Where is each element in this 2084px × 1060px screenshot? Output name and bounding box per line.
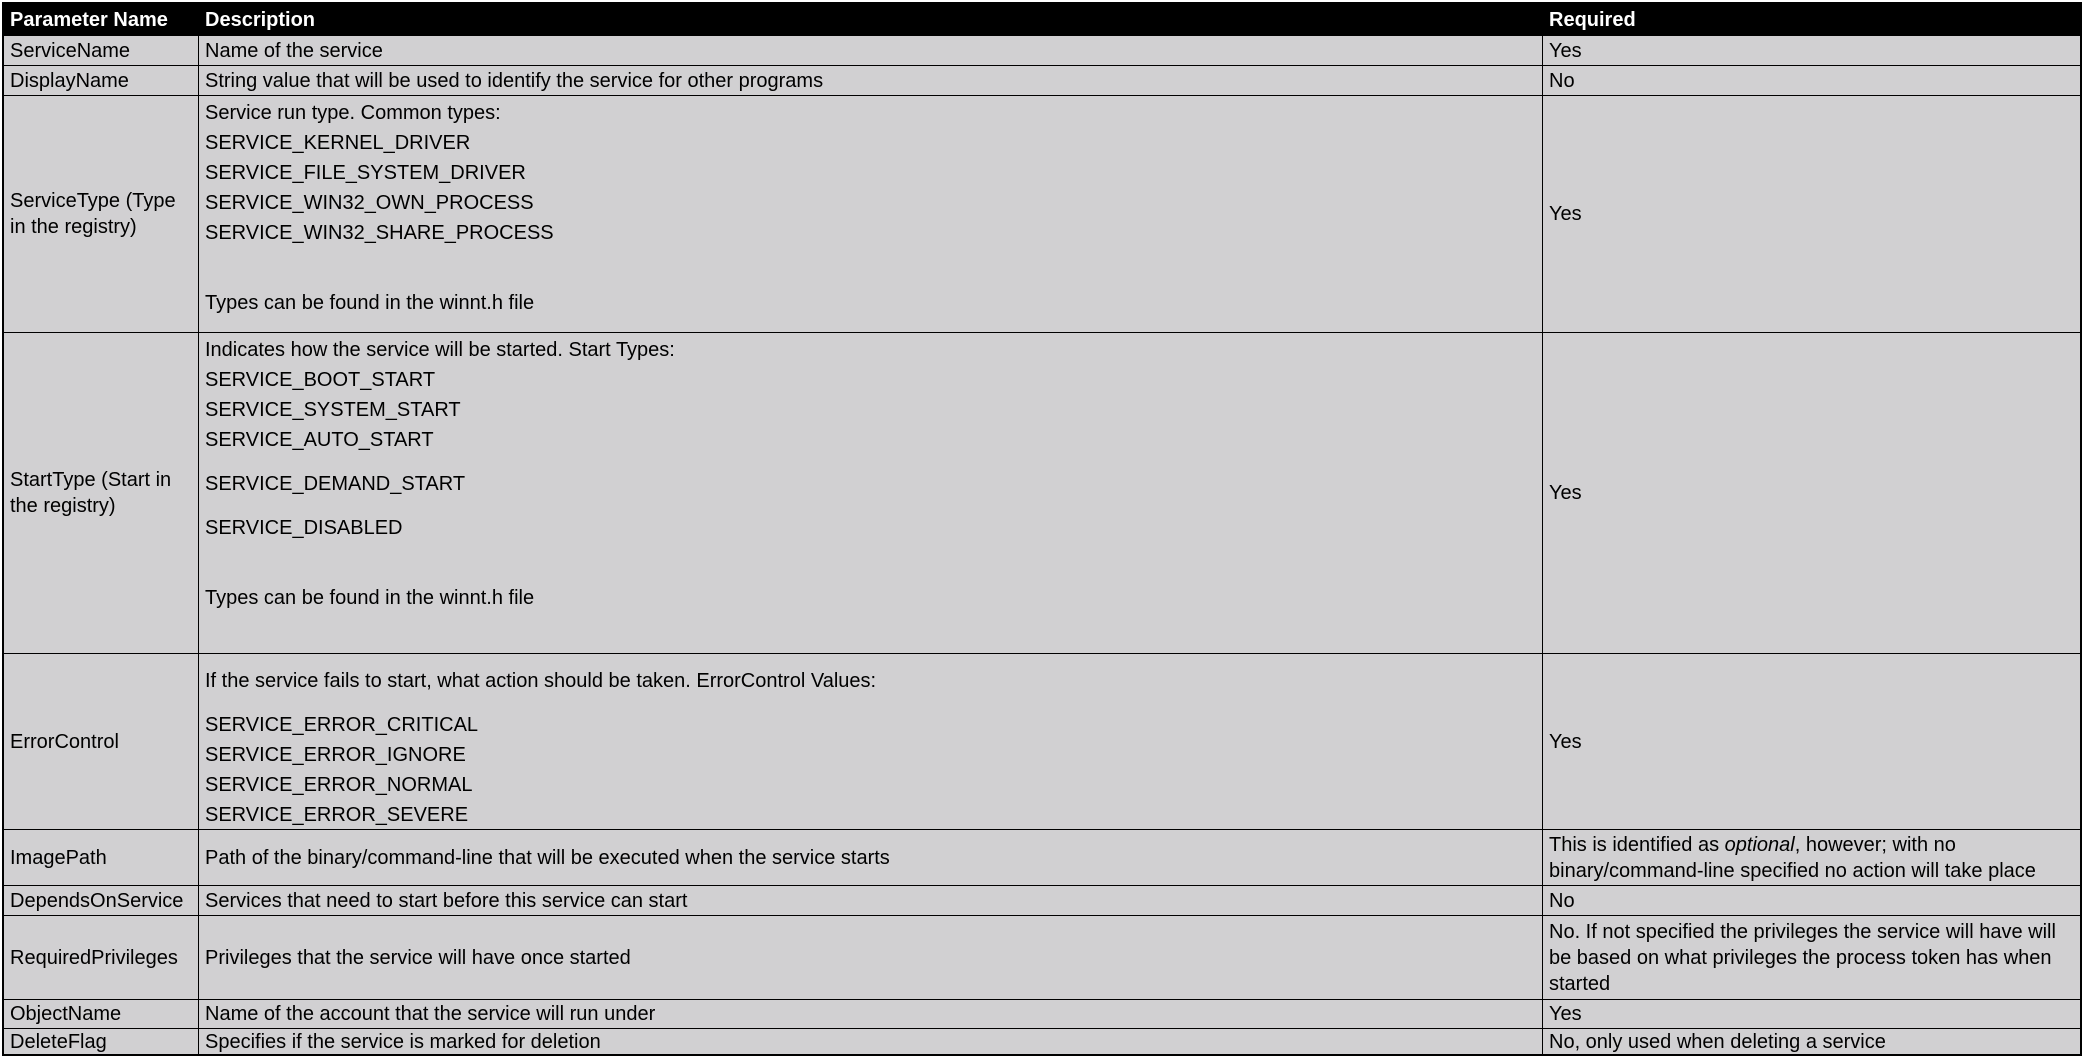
table-row xyxy=(4,654,2080,830)
parameter-name-cell: ObjectName xyxy=(4,1000,199,1028)
type-value: SERVICE_DEMAND_START xyxy=(205,473,466,495)
header-required: Required xyxy=(1549,8,1636,31)
service-parameters-table xyxy=(2,2,2082,1056)
description-cell xyxy=(199,654,1543,829)
table-row xyxy=(4,96,2080,333)
description-cell: Services that need to start before this service can start xyxy=(199,886,1543,915)
parameter-name-cell: ErrorControl xyxy=(4,654,199,829)
required-text: This is identified as xyxy=(1549,833,1725,856)
required-cell: Yes xyxy=(1549,39,1582,62)
description-cell: Specifies if the service is marked for deletion xyxy=(199,1029,1543,1054)
required-cell: Yes xyxy=(1549,1003,1582,1025)
description-cell: Path of the binary/command-line that will be executed when the service starts xyxy=(199,830,1543,885)
parameter-name-cell: DeleteFlag xyxy=(4,1029,199,1054)
parameter-name-cell: DependsOnService xyxy=(4,886,199,915)
description-cell: Privileges that the service will have once started xyxy=(199,916,1543,999)
description-note: Types can be found in the winnt.h file xyxy=(205,292,535,314)
parameter-name-cell: StartType (Start in the registry) xyxy=(4,333,199,653)
table-row xyxy=(4,1029,2080,1054)
required-cell: Yes xyxy=(1549,203,1582,225)
description-note: Types can be found in the winnt.h file xyxy=(205,587,535,609)
description-intro: Service run type. Common types: xyxy=(205,102,501,124)
parameter-name-cell: DisplayName xyxy=(4,66,199,95)
required-cell: No. If not specified the privileges the service will have will be based on what privileges the process token has when started xyxy=(1549,920,2056,995)
type-value: SERVICE_WIN32_SHARE_PROCESS xyxy=(205,222,554,244)
required-cell: No xyxy=(1549,69,1575,92)
table-row xyxy=(4,1000,2080,1029)
parameter-name-cell: RequiredPrivileges xyxy=(4,916,199,999)
required-cell: No xyxy=(1549,889,1575,912)
type-value: SERVICE_DISABLED xyxy=(205,517,403,539)
description-cell xyxy=(199,96,1543,332)
type-value: SERVICE_BOOT_START xyxy=(205,369,436,391)
required-cell: Yes xyxy=(1549,482,1582,504)
error-control-value: SERVICE_ERROR_IGNORE xyxy=(205,744,466,766)
table-row xyxy=(4,886,2080,916)
table-row xyxy=(4,66,2080,96)
required-emphasis: optional xyxy=(1724,833,1795,856)
table-row xyxy=(4,830,2080,886)
parameter-name-cell: ImagePath xyxy=(4,830,199,885)
required-cell: Yes xyxy=(1549,730,1582,753)
type-value: SERVICE_FILE_SYSTEM_DRIVER xyxy=(205,162,526,184)
description-cell xyxy=(199,333,1543,653)
parameter-name-cell: ServiceType (Type in the registry) xyxy=(4,96,199,332)
type-value: SERVICE_AUTO_START xyxy=(205,429,434,451)
table-row xyxy=(4,333,2080,654)
parameter-name-cell: ServiceName xyxy=(4,36,199,65)
type-value: SERVICE_WIN32_OWN_PROCESS xyxy=(205,192,534,214)
description-intro: Indicates how the service will be started. Start Types: xyxy=(205,339,675,361)
description-cell: Name of the account that the service will run under xyxy=(199,1000,1543,1028)
error-control-value: SERVICE_ERROR_CRITICAL xyxy=(205,714,479,736)
description-intro: If the service fails to start, what action should be taken. ErrorControl Values: xyxy=(205,670,877,692)
type-value: SERVICE_KERNEL_DRIVER xyxy=(205,132,471,154)
table-row xyxy=(4,36,2080,66)
required-cell xyxy=(1543,830,2080,885)
error-control-value: SERVICE_ERROR_SEVERE xyxy=(205,804,469,826)
type-value: SERVICE_SYSTEM_START xyxy=(205,399,461,421)
error-control-value: SERVICE_ERROR_NORMAL xyxy=(205,774,473,796)
description-cell: String value that will be used to identify the service for other programs xyxy=(199,66,1543,95)
description-cell: Name of the service xyxy=(199,36,1543,65)
required-text: , however; with no binary/command-line specified no action will take place xyxy=(1549,833,2036,882)
header-row xyxy=(4,4,2080,36)
table-row xyxy=(4,916,2080,1000)
required-cell: No, only used when deleting a service xyxy=(1549,1030,1886,1053)
header-description: Description xyxy=(205,8,316,31)
header-parameter-name: Parameter Name xyxy=(10,8,168,31)
